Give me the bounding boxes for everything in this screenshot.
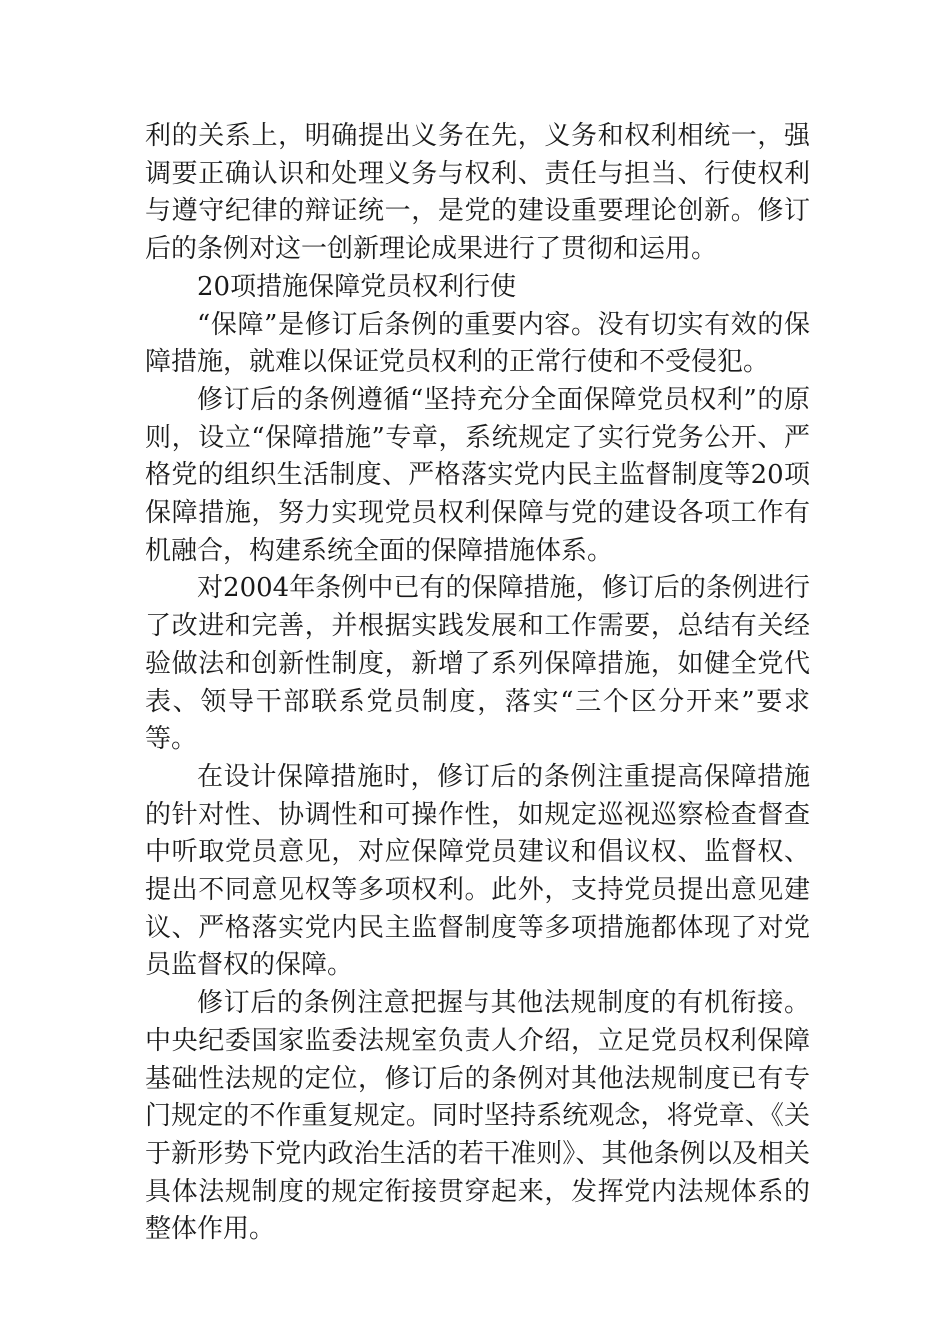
paragraph: “保障”是修订后条例的重要内容。没有切实有效的保障措施，就难以保证党员权利的正常行使和不受侵犯。	[145, 309, 810, 378]
paragraph: 对2004年条例中已有的保障措施，修订后的条例进行了改进和完善，并根据实践发展和工作需要，总结有关经验做法和创新性制度，新增了系列保障措施，如健全党代表、领导干部联系党员制度，落实“三个区分开来”要求等。	[145, 573, 810, 755]
paragraph: 修订后的条例遵循“坚持充分全面保障党员权利”的原则，设立“保障措施”专章，系统规定了实行党务公开、严格党的组织生活制度、严格落实党内民主监督制度等20项保障措施，努力实现党员权利保障与党的建设各项工作有机融合，构建系统全面的保障措施体系。	[145, 384, 810, 566]
paragraph: 在设计保障措施时，修订后的条例注重提高保障措施的针对性、协调性和可操作性，如规定巡视巡察检查督查中听取党员意见，对应保障党员建议和倡议权、监督权、提出不同意见权等多项权利。此外，支持党员提出意见建议、严格落实党内民主监督制度等多项措施都体现了对党员监督权的保障。	[145, 761, 810, 981]
document-body	[145, 118, 810, 1249]
section-heading: 20项措施保障党员权利行使	[197, 271, 517, 302]
paragraph-continuation: 利的关系上，明确提出义务在先，义务和权利相统一，强调要正确认识和处理义务与权利、责任与担当、行使权利与遵守纪律的辩证统一，是党的建设重要理论创新。修订后的条例对这一创新理论成果进行了贯彻和运用。	[145, 121, 810, 265]
paragraph: 修订后的条例注意把握与其他法规制度的有机衔接。中央纪委国家监委法规室负责人介绍，立足党员权利保障基础性法规的定位，修订后的条例对其他法规制度已有专门规定的不作重复规定。同时坚持系统观念，将党章、《关于新形势下党内政治生活的若干准则》、其他条例以及相关具体法规制度的规定衔接贯穿起来，发挥党内法规体系的整体作用。	[145, 988, 810, 1245]
